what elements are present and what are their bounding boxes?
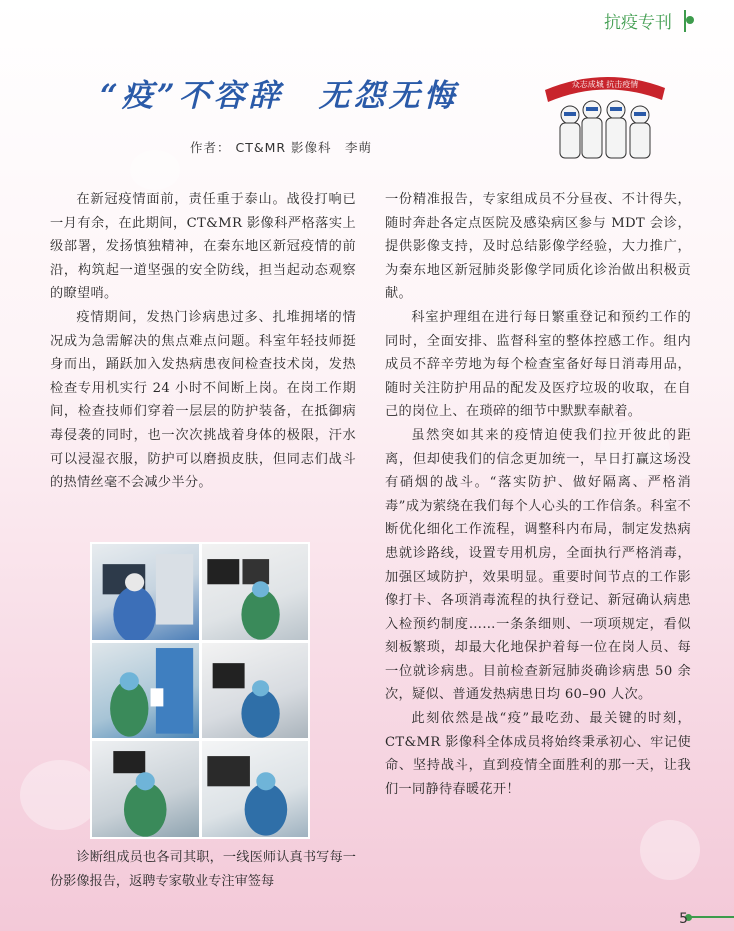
photo-staff-monitor [202, 643, 309, 739]
paragraph: 在新冠疫情面前，责任重于泰山。战役打响已一月有余，在此期间，CT&MR 影像科严格落实上级部署，发扬慎独精神，在秦东地区新冠疫情的前沿，构筑起一道坚强的安全防线，担当起动态观察的瞭望哨。 [50, 192, 356, 302]
article-title: “疫”不容辞 无怨无悔 [100, 78, 459, 114]
section-title: 抗疫专刊 [604, 12, 672, 33]
background-petal [640, 820, 700, 880]
right-column [385, 188, 691, 801]
left-column [50, 188, 356, 495]
paragraph: 虽然突如其来的疫情迫使我们拉开彼此的距离，但却使我们的信念更加统一，早日打赢这场没有硝烟的战斗。“落实防护、做好隔离、严格消毒”成为萦绕在我们每个人心头的工作信条。科室不断优化细化工作流程，调整科内布局，制定发热病患就诊路线，设置专用机房，全面执行严格消毒，加强区域防护，效果明显。重要时间节点的工作影像打卡、各项消毒流程的执行登记、新冠确认病患入检预约制度……一条条细则、一项项规定，看似刻板繁琐，却最大化地保护着每一位在岗人员、每一位就诊病患。目前检查新冠肺炎确诊病患 50 余次，疑似、普通发热病患日均 60–90 人次。 [385, 427, 691, 703]
paragraph: 此刻依然是战“疫”最吃劲、最关键的时刻，CT&MR 影像科全体成员将始终秉承初心、牢记使命、坚持战斗，直到疫情全面胜利的那一天，让我们一同静待春暖花开！ [385, 711, 691, 797]
photo-staff-scanner [92, 643, 199, 739]
footer-divider [690, 916, 734, 918]
background-petal [20, 760, 100, 830]
paragraph: 疫情期间，发热门诊病患过多、扎堆拥堵的情况成为急需解决的焦点难点问题。科室年轻技师挺身而出，踊跃加入发热病患夜间检查技术岗，发热检查专用机实行 24 小时不间断上岗。在岗工作期间，检查技师们穿着一层层的防护装备，在抵御病毒侵袭的同时，也一次次挑战着身体的极限，汗水可以浸湿衣服，防护可以磨损皮肤，但同志们战斗的热情丝毫不会减少半分。 [50, 309, 356, 491]
page-number: 5 [679, 911, 688, 927]
medical-staff-cartoon [540, 60, 670, 165]
photo-staff-protective-suit [92, 544, 199, 640]
left-bottom-text [50, 846, 356, 893]
paragraph: 科室护理组在进行每日繁重登记和预约工作的同时，全面安排、监督科室的整体控感工作。组内成员不辞辛劳地为每个检查室备好每日消毒用品，随时关注防护用品的配发及医疗垃圾的收取，在自己的岗位上、在琐碎的细节中默默奉献着。 [385, 309, 691, 420]
photo-staff-reading [92, 741, 199, 837]
photo-staff-workstation [202, 741, 309, 837]
header-dot-icon [686, 16, 694, 24]
cartoon-banner-text: 众志成城 抗击疫情 [571, 80, 639, 89]
paragraph: 诊断组成员也各司其职，一线医师认真书写每一份影像报告，返聘专家敬业专注审签每 [50, 850, 356, 889]
photo-collage [90, 542, 310, 839]
page-header [604, 0, 694, 40]
background-petal [130, 150, 180, 190]
article-byline: 作者： CT&MR 影像科 李萌 [190, 140, 373, 155]
photo-staff-at-computer [202, 544, 309, 640]
paragraph: 一份精准报告，专家组成员不分昼夜、不计得失，随时奔赴各定点医院及感染病区参与 MDT 会诊，提供影像支持，及时总结影像学经验，大力推广，为秦东地区新冠肺炎影像学同质化诊治做出积极贡献。 [385, 192, 691, 302]
